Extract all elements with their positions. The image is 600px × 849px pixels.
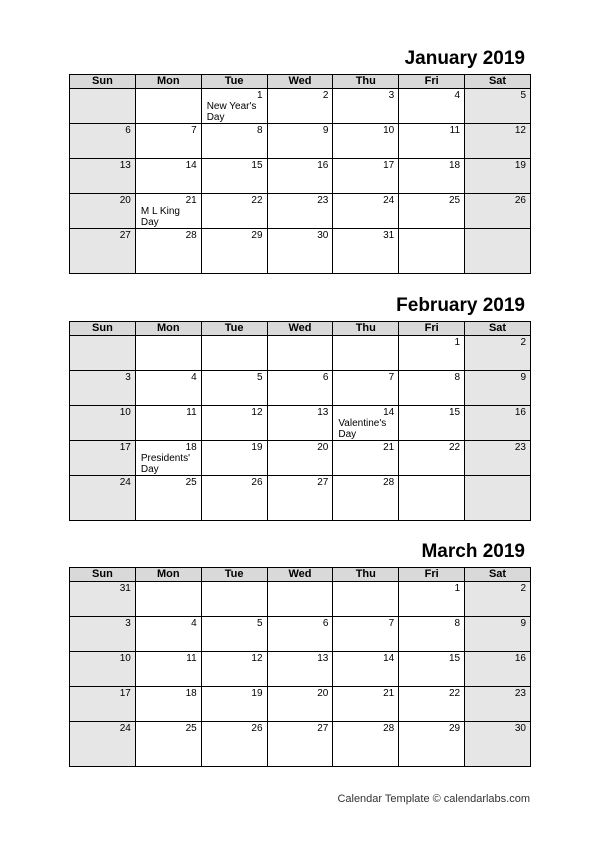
- day-number: [333, 582, 398, 583]
- day-cell: [267, 582, 333, 617]
- day-number: 11: [449, 125, 461, 136]
- day-cell: [267, 476, 333, 521]
- day-number: [136, 582, 201, 583]
- calendar-table: [69, 567, 531, 767]
- day-cell: [465, 89, 531, 124]
- day-number: 24: [383, 195, 395, 206]
- day-number: [136, 336, 201, 337]
- day-number: 19: [251, 688, 263, 699]
- day-cell: [70, 194, 136, 229]
- day-number: [70, 336, 135, 337]
- weekday-header-row: [70, 75, 531, 89]
- day-cell: [399, 124, 465, 159]
- day-cell: [267, 371, 333, 406]
- weekday-header-tue: Tue: [201, 568, 267, 582]
- day-number: [136, 89, 201, 90]
- day-cell: [201, 159, 267, 194]
- week-row: [70, 89, 531, 124]
- weekday-header-row: [70, 322, 531, 336]
- day-number: 24: [119, 723, 131, 734]
- month-january: [69, 48, 531, 274]
- day-number: 16: [317, 160, 329, 171]
- day-number: 5: [256, 618, 263, 629]
- day-number: 7: [388, 618, 395, 629]
- day-cell: [135, 371, 201, 406]
- day-number: 6: [125, 125, 131, 136]
- weekday-header-mon: Mon: [135, 322, 201, 336]
- week-row: [70, 159, 531, 194]
- month-title: January 2019: [404, 48, 525, 69]
- day-cell: [465, 582, 531, 617]
- week-row: [70, 229, 531, 274]
- day-cell: [201, 194, 267, 229]
- weekday-header-thu: Thu: [333, 75, 399, 89]
- weekday-header-mon: Mon: [135, 568, 201, 582]
- weekday-header-wed: Wed: [267, 568, 333, 582]
- day-cell: [333, 652, 399, 687]
- day-cell: [465, 476, 531, 521]
- day-number: 29: [448, 723, 461, 734]
- day-number: 25: [185, 477, 197, 488]
- calendar-table: [69, 321, 531, 521]
- day-number: 27: [119, 230, 131, 241]
- weekday-header-fri: Fri: [399, 568, 465, 582]
- holiday-label: Presidents' Day: [140, 453, 190, 475]
- day-number: 2: [520, 583, 526, 594]
- week-row: [70, 652, 531, 687]
- day-number: 22: [448, 688, 461, 699]
- weekday-header-fri: Fri: [399, 75, 465, 89]
- day-number: 14: [383, 653, 395, 664]
- day-number: 17: [119, 688, 131, 699]
- day-number: 14: [185, 160, 197, 171]
- day-cell: [333, 441, 399, 476]
- day-cell: [201, 336, 267, 371]
- day-cell: [399, 89, 465, 124]
- day-number: 12: [514, 125, 526, 136]
- day-cell: [333, 582, 399, 617]
- weekday-header-thu: Thu: [333, 568, 399, 582]
- day-number: 3: [125, 372, 131, 383]
- day-cell: [333, 159, 399, 194]
- weekday-header-sun: Sun: [70, 568, 136, 582]
- weekday-header-sat: Sat: [465, 75, 531, 89]
- day-cell: [70, 582, 136, 617]
- day-cell: [333, 89, 399, 124]
- day-cell: [399, 229, 465, 274]
- day-number: 27: [317, 477, 329, 488]
- week-row: [70, 194, 531, 229]
- day-cell: [70, 124, 136, 159]
- day-number: 25: [185, 723, 197, 734]
- day-cell: [135, 476, 201, 521]
- holiday-label: New Year's Day: [206, 101, 257, 123]
- day-number: 21: [185, 195, 197, 206]
- day-cell: [399, 476, 465, 521]
- day-cell: [135, 159, 201, 194]
- day-number: 2: [520, 337, 526, 348]
- day-number: 3: [388, 90, 395, 101]
- month-title: February 2019: [396, 295, 525, 316]
- day-cell: [267, 336, 333, 371]
- day-number: 8: [454, 618, 461, 629]
- day-cell: [70, 722, 136, 767]
- day-number: 25: [448, 195, 461, 206]
- day-number: 13: [317, 407, 329, 418]
- day-cell: [465, 371, 531, 406]
- holiday-label: Valentine's Day: [338, 418, 387, 440]
- day-cell: [135, 582, 201, 617]
- day-number: 12: [251, 653, 263, 664]
- day-number: 31: [119, 583, 131, 594]
- day-number: 8: [256, 125, 263, 136]
- day-cell: [135, 89, 201, 124]
- day-number: 17: [119, 442, 131, 453]
- day-number: 5: [256, 372, 263, 383]
- day-number: [70, 89, 135, 90]
- weekday-header-thu: Thu: [333, 322, 399, 336]
- day-cell: [267, 406, 333, 441]
- day-number: 20: [317, 688, 329, 699]
- day-number: [399, 229, 464, 230]
- day-cell: [399, 406, 465, 441]
- day-cell: [70, 476, 136, 521]
- day-cell: [267, 441, 333, 476]
- weekday-header-sat: Sat: [465, 568, 531, 582]
- day-cell: [333, 617, 399, 652]
- week-row: [70, 687, 531, 722]
- day-number: 4: [191, 618, 197, 629]
- day-number: 26: [251, 477, 263, 488]
- day-cell: [267, 617, 333, 652]
- day-cell: [267, 687, 333, 722]
- day-number: 24: [119, 477, 131, 488]
- day-number: 15: [448, 653, 461, 664]
- weekday-header-row: [70, 568, 531, 582]
- day-number: 17: [383, 160, 395, 171]
- month-february: [69, 295, 531, 521]
- weekday-header-sun: Sun: [70, 322, 136, 336]
- day-number: 12: [251, 407, 263, 418]
- day-number: 29: [251, 230, 263, 241]
- day-cell: [465, 722, 531, 767]
- day-cell: [333, 476, 399, 521]
- day-cell: [135, 652, 201, 687]
- day-cell: [70, 229, 136, 274]
- day-cell: [70, 441, 136, 476]
- day-number: 28: [383, 723, 395, 734]
- day-cell: [399, 336, 465, 371]
- day-number: 16: [514, 407, 526, 418]
- day-number: 9: [520, 618, 526, 629]
- day-cell: [201, 617, 267, 652]
- day-cell: [70, 617, 136, 652]
- day-cell: [70, 652, 136, 687]
- calendar-body: [70, 89, 531, 274]
- day-number: [333, 336, 398, 337]
- day-cell: [465, 194, 531, 229]
- day-number: [465, 229, 530, 230]
- day-number: 23: [317, 195, 329, 206]
- weekday-header-wed: Wed: [267, 322, 333, 336]
- day-number: 11: [186, 407, 197, 418]
- day-cell: [135, 617, 201, 652]
- day-number: 20: [317, 442, 329, 453]
- day-cell: [267, 722, 333, 767]
- day-number: 31: [383, 230, 395, 241]
- day-cell: [333, 229, 399, 274]
- day-cell: [465, 336, 531, 371]
- day-number: 1: [256, 90, 263, 101]
- day-cell: [201, 89, 267, 124]
- day-number: 1: [454, 583, 461, 594]
- day-cell: [333, 722, 399, 767]
- day-number: 21: [383, 688, 395, 699]
- day-cell: [399, 441, 465, 476]
- week-row: [70, 336, 531, 371]
- holiday-label: M L King Day: [140, 206, 180, 228]
- day-cell: [135, 336, 201, 371]
- day-number: 4: [454, 90, 461, 101]
- day-cell: [267, 652, 333, 687]
- calendar-table: [69, 74, 531, 274]
- day-cell: [201, 371, 267, 406]
- day-cell: [399, 617, 465, 652]
- day-cell: [465, 617, 531, 652]
- day-number: 11: [186, 653, 197, 664]
- day-number: 18: [448, 160, 461, 171]
- day-number: 13: [119, 160, 131, 171]
- month-march: [69, 541, 531, 767]
- day-cell: [399, 687, 465, 722]
- day-number: 3: [125, 618, 131, 629]
- day-number: 14: [383, 407, 395, 418]
- day-number: 2: [322, 90, 329, 101]
- day-number: 23: [514, 688, 526, 699]
- week-row: [70, 406, 531, 441]
- day-cell: [333, 124, 399, 159]
- day-cell: [333, 336, 399, 371]
- day-cell: [465, 652, 531, 687]
- day-number: 18: [185, 442, 197, 453]
- day-cell: [201, 582, 267, 617]
- week-row: [70, 722, 531, 767]
- day-number: 30: [317, 230, 329, 241]
- day-cell: [135, 124, 201, 159]
- week-row: [70, 582, 531, 617]
- day-cell: [135, 406, 201, 441]
- footer-credit: Calendar Template © calendarlabs.com: [337, 793, 530, 805]
- weekday-header-mon: Mon: [135, 75, 201, 89]
- day-cell: [201, 124, 267, 159]
- day-cell: [333, 406, 399, 441]
- day-cell: [201, 476, 267, 521]
- day-cell: [70, 406, 136, 441]
- day-number: [268, 336, 333, 337]
- day-number: 6: [322, 618, 329, 629]
- day-cell: [201, 406, 267, 441]
- day-number: 8: [454, 372, 461, 383]
- day-cell: [399, 582, 465, 617]
- day-number: 30: [514, 723, 526, 734]
- day-number: 9: [322, 125, 329, 136]
- month-title: March 2019: [421, 541, 525, 562]
- day-number: 9: [520, 372, 526, 383]
- day-cell: [70, 687, 136, 722]
- day-cell: [399, 159, 465, 194]
- calendar-body: [70, 582, 531, 767]
- day-number: [465, 476, 530, 477]
- day-number: 26: [514, 195, 526, 206]
- day-number: 22: [251, 195, 263, 206]
- day-cell: [135, 687, 201, 722]
- day-cell: [70, 371, 136, 406]
- day-number: 16: [514, 653, 526, 664]
- day-number: 1: [454, 337, 461, 348]
- day-number: [202, 582, 267, 583]
- weekday-header-tue: Tue: [201, 322, 267, 336]
- day-cell: [135, 194, 201, 229]
- week-row: [70, 371, 531, 406]
- day-number: 13: [317, 653, 329, 664]
- day-cell: [399, 194, 465, 229]
- day-cell: [201, 687, 267, 722]
- day-cell: [70, 336, 136, 371]
- weekday-header-fri: Fri: [399, 322, 465, 336]
- day-cell: [135, 722, 201, 767]
- day-number: 20: [119, 195, 131, 206]
- day-number: 7: [388, 372, 395, 383]
- week-row: [70, 476, 531, 521]
- day-number: 7: [191, 125, 197, 136]
- day-number: 19: [251, 442, 263, 453]
- day-number: 15: [251, 160, 263, 171]
- day-cell: [201, 441, 267, 476]
- day-number: [202, 336, 267, 337]
- day-cell: [135, 229, 201, 274]
- day-number: [268, 582, 333, 583]
- day-cell: [399, 722, 465, 767]
- day-cell: [267, 89, 333, 124]
- day-number: 10: [383, 125, 395, 136]
- day-cell: [267, 159, 333, 194]
- day-cell: [201, 229, 267, 274]
- day-number: [399, 476, 464, 477]
- calendar-body: [70, 336, 531, 521]
- day-number: 27: [317, 723, 329, 734]
- day-cell: [267, 194, 333, 229]
- day-cell: [465, 124, 531, 159]
- day-cell: [267, 229, 333, 274]
- day-cell: [267, 124, 333, 159]
- day-cell: [465, 406, 531, 441]
- day-cell: [135, 441, 201, 476]
- day-number: 21: [383, 442, 395, 453]
- day-cell: [465, 159, 531, 194]
- day-cell: [201, 652, 267, 687]
- day-cell: [465, 441, 531, 476]
- weekday-header-wed: Wed: [267, 75, 333, 89]
- week-row: [70, 124, 531, 159]
- day-number: 28: [383, 477, 395, 488]
- day-cell: [333, 371, 399, 406]
- day-number: 26: [251, 723, 263, 734]
- day-cell: [465, 229, 531, 274]
- day-cell: [333, 687, 399, 722]
- day-cell: [70, 159, 136, 194]
- day-number: 22: [448, 442, 461, 453]
- week-row: [70, 617, 531, 652]
- day-number: 23: [514, 442, 526, 453]
- day-number: 18: [185, 688, 197, 699]
- weekday-header-sat: Sat: [465, 322, 531, 336]
- day-number: 10: [119, 407, 131, 418]
- day-cell: [70, 89, 136, 124]
- day-cell: [399, 371, 465, 406]
- day-number: 5: [520, 90, 526, 101]
- weekday-header-sun: Sun: [70, 75, 136, 89]
- day-cell: [399, 652, 465, 687]
- day-number: 10: [119, 653, 131, 664]
- day-cell: [201, 722, 267, 767]
- day-number: 15: [448, 407, 461, 418]
- day-number: 28: [185, 230, 197, 241]
- weekday-header-tue: Tue: [201, 75, 267, 89]
- week-row: [70, 441, 531, 476]
- day-cell: [465, 687, 531, 722]
- day-number: 19: [514, 160, 526, 171]
- day-number: 6: [322, 372, 329, 383]
- day-number: 4: [191, 372, 197, 383]
- day-cell: [333, 194, 399, 229]
